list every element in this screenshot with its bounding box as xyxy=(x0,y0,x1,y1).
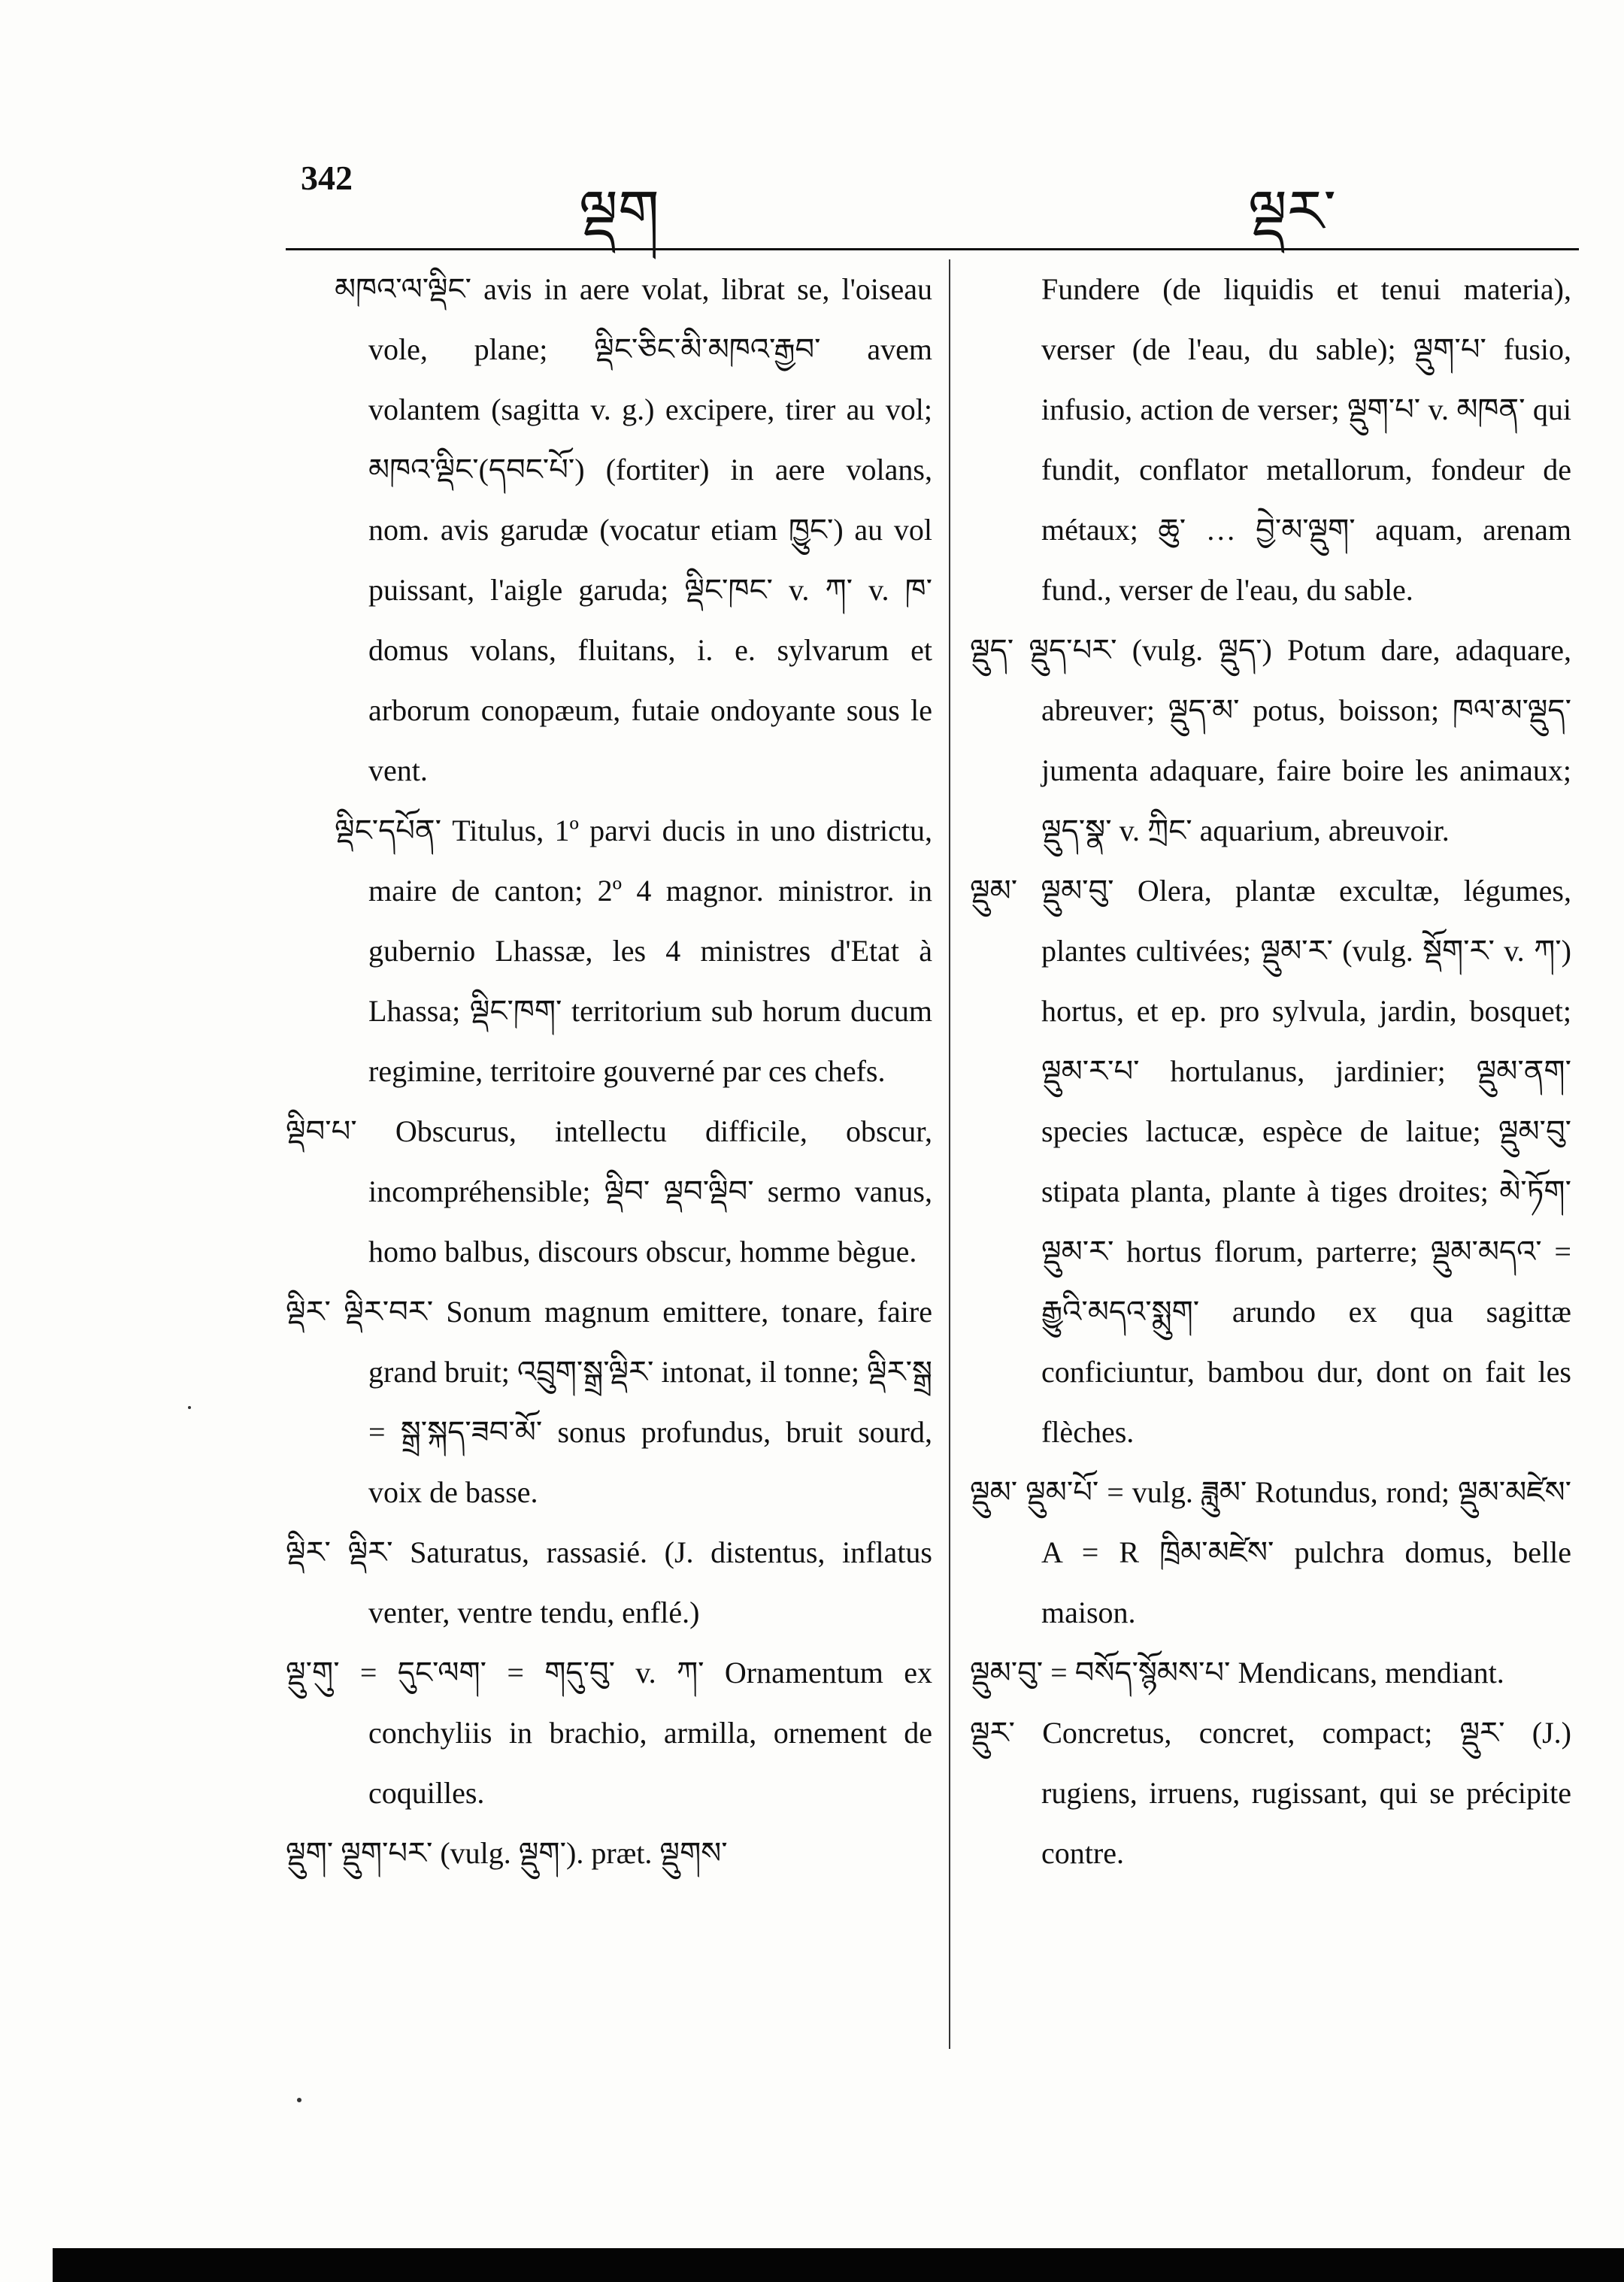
entry: ལྡུད་ ལྡུད་པར་ (vulg. ལྡུད་) Potum dare, adaquare, abreuver; ལྡུད་མ་ potus, boisson; ཁལ་མ་ལྡུད་ jumenta adaquare, faire boire les animaux; ལྡུད་སྣ་ v. ཀྲིང་ aquarium, abreuvoir. xyxy=(970,633,1571,847)
entry: Fundere (de liquidis et tenui materia), verser (de l'eau, du sable); ལྡུག་པ་ fusio, infusio, action de verser; ལྡུག་པ་ v. མཁན་ qui fundit, conflator metallorum, fondeur de métaux; ཆུ་ … བྱེ་མ་ལྡུག་ aquam, arenam fund., verser de l'eau, du sable. xyxy=(1041,272,1571,607)
scan-speck xyxy=(188,1406,191,1409)
entry: ལྡིར་ ལྡིར་ Saturatus, rassasié. (J. distentus, inflatus venter, ventre tendu, enflé.) xyxy=(286,1535,932,1629)
entry: མཁའ་ལ་ལྡིང་ avis in aere volat, librat se, l'oiseau vole, plane; ལྡིང་ཅིང་མི་མཁའ་རྒྱབ་ avem volantem (sagitta v. g.) excipere, tirer au vol; མཁའ་ལྡིང་(དབང་པོ་) (fortiter) in aere volans, nom. avis garudæ (vocatur etiam ཁྱུང་) au vol puissant, l'aigle garuda; ལྡིང་ཁང་ v. ཀ་ v. ཁ་ domus volans, fluitans, i. e. sylvarum et arborum conopæum, futaie ondoyante sous le vent. xyxy=(335,272,932,787)
header-rule xyxy=(286,248,1579,250)
left-column xyxy=(286,259,932,1883)
entry: ལྡུར་ Concretus, concret, compact; ལྡུར་ (J.) rugiens, irruens, rugissant, qui se précipite contre. xyxy=(970,1716,1571,1870)
entry: ལྡུམ་ ལྡུམ་བུ་ Olera, plantæ excultæ, légumes, plantes cultivées; ལྡུམ་ར་ (vulg. སྡོག་ར་ v. ཀ་) hortus, et ep. pro sylvula, jardin, bosquet; ལྡུམ་ར་པ་ hortulanus, jardinier; ལྡུམ་ནག་ species lactucæ, espèce de laitue; ལྡུམ་བུ་ stipata planta, plante à tiges droites; མེ་ཏོག་ལྡུམ་ར་ hortus florum, parterre; ལྡུམ་མདའ་ = རྒྱུའི་མདའ་སྨུག་ arundo ex qua sagittæ conficiuntur, bambou dur, dont on fait les flèches. xyxy=(970,874,1571,1449)
entry: ལྡུམ་ ལྡུམ་པོ་ = vulg. ཟླུམ་ Rotundus, rond; ལྡུམ་མཛེས་ A = R ཁྲིམ་མཛེས་ pulchra domus, belle maison. xyxy=(970,1475,1571,1629)
entry: ལྡུག་ ལྡུག་པར་ (vulg. ལྡུག་). præt. ལྡུགས་ xyxy=(286,1836,728,1870)
entry: ལྡུ་གུ་ = དུང་ལག་ = གདུ་བུ་ v. ཀ་ Ornamentum ex conchyliis in brachio, armilla, ornement de coquilles. xyxy=(286,1656,932,1810)
column-divider xyxy=(949,259,950,2049)
scan-edge-bar xyxy=(53,2248,1624,2282)
entry: ལྡིར་ ལྡིར་བར་ Sonum magnum emittere, tonare, faire grand bruit; འབྲུག་སྒྲ་ལྡིར་ intonat, il tonne; ལྡིར་སྒྲ = སྒྲ་སྐད་ཟབ་མོ་ sonus profundus, bruit sourd, voix de basse. xyxy=(286,1295,932,1509)
scan-speck xyxy=(297,2098,301,2102)
right-column xyxy=(970,259,1571,1883)
entry: ལྡུམ་བུ་ = བསོད་སྙོམས་པ་ Mendicans, mendiant. xyxy=(970,1656,1504,1690)
entry: ལྡིང་དཔོན་ Titulus, 1º parvi ducis in uno districtu, maire de canton; 2º 4 magnor. ministror. in gubernio Lhassæ, les 4 ministres d'Etat à Lhassa; ལྡིང་ཁག་ territorium sub horum ducum regimine, territoire gouverné par ces chefs. xyxy=(335,814,932,1088)
entry: ལྡིབ་པ་ Obscurus, intellectu difficile, obscur, incompréhensible; ལྡིབ་ ལྡབ་ལྡིབ་ sermo vanus, homo balbus, discours obscur, homme bègue. xyxy=(286,1114,932,1268)
page-number: 342 xyxy=(301,159,353,197)
running-head-right: ལྡར་ xyxy=(1248,178,1336,246)
running-head-left: ལྡག xyxy=(579,178,659,246)
